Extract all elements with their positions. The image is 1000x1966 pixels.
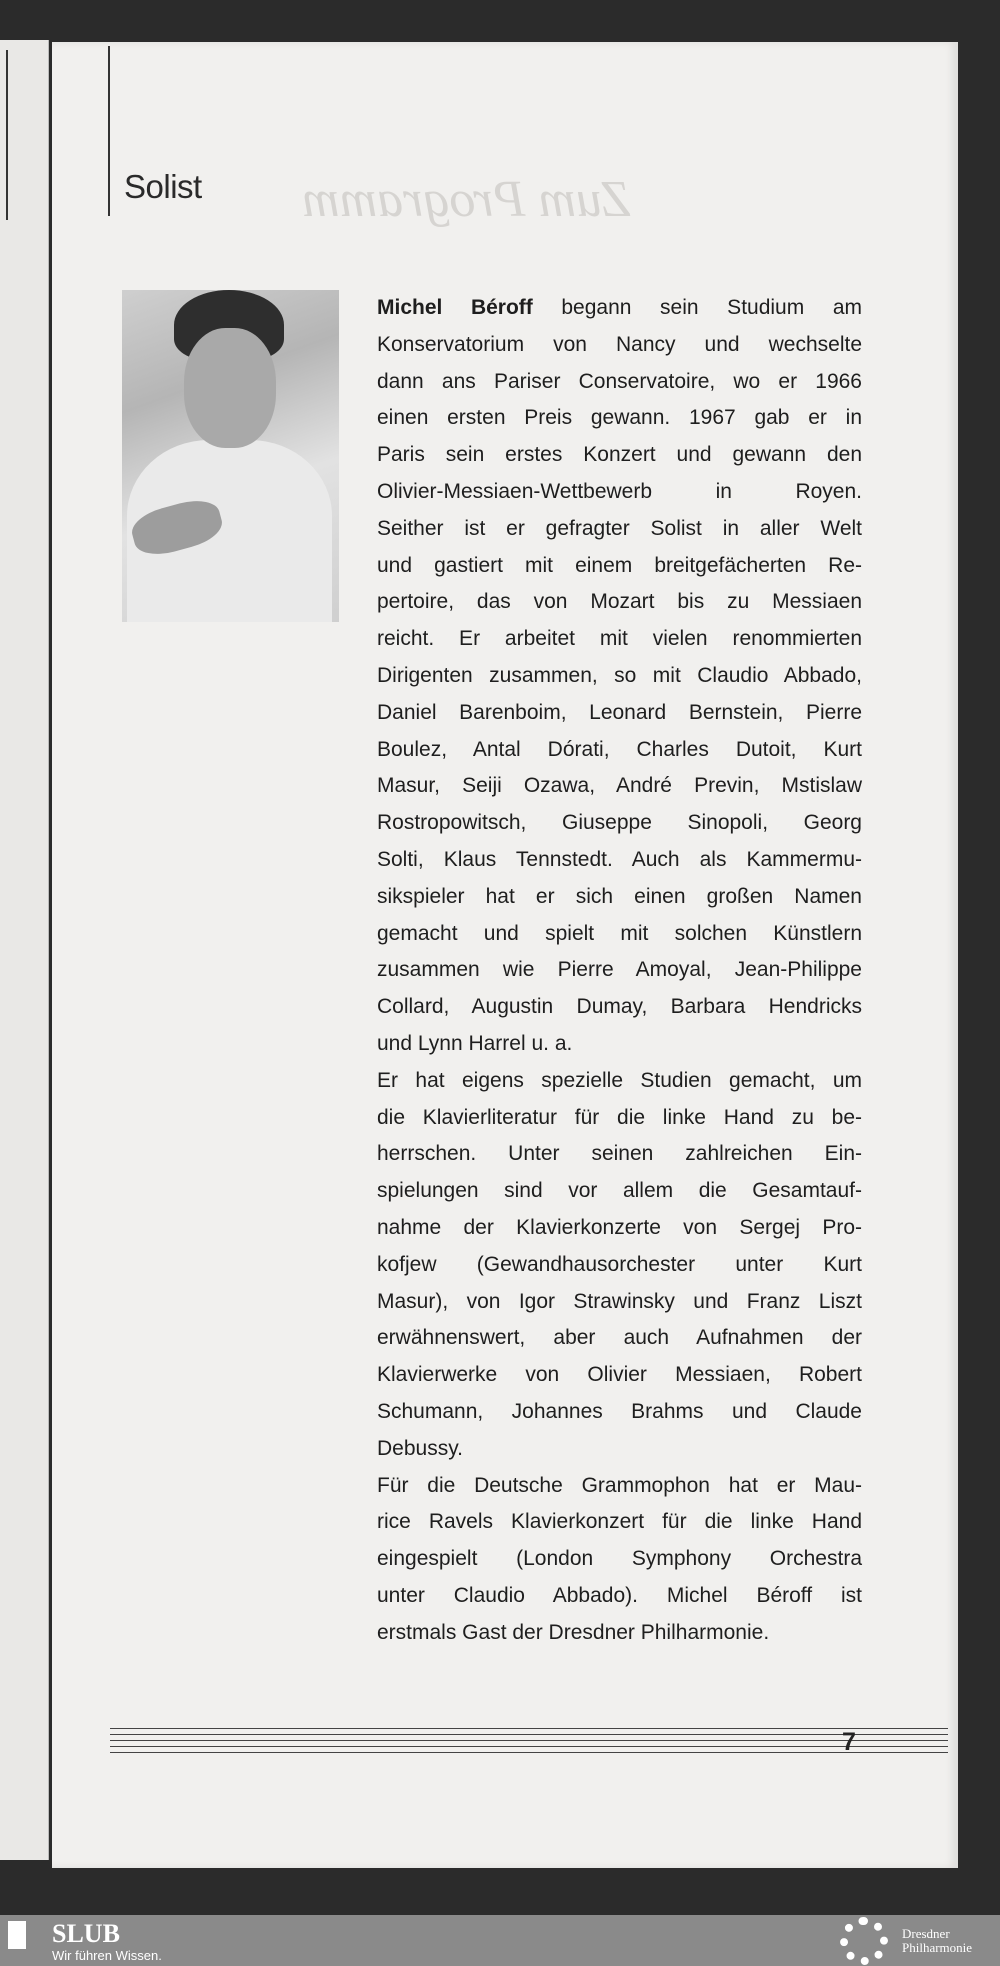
text-line [377, 1284, 862, 1321]
text-line-content: Daniel Barenboim, Leonard Bernstein, Pierre [377, 700, 862, 724]
text-line-content: Paris sein erstes Konzert und gewann den [377, 443, 862, 467]
text-line [377, 842, 862, 879]
text-line-content: unter Claudio Abbado). Michel Béroff ist [377, 1583, 862, 1607]
text-line [377, 1320, 862, 1357]
text-line-content: Solti, Klaus Tennstedt. Auch als Kammermu- [377, 847, 862, 871]
text-line [377, 1210, 862, 1247]
viewer-footer [0, 1915, 1000, 1966]
text-line-content: Masur, Seiji Ozawa, André Previn, Mstislaw [377, 774, 862, 798]
staff-lines-divider [110, 1728, 948, 1758]
text-line-content: Für die Deutsche Grammophon hat er Mau- [377, 1473, 862, 1497]
text-line-content: sikspieler hat er sich einen großen Namen [377, 884, 862, 908]
text-line-content: Schumann, Johannes Brahms und Claude [377, 1399, 862, 1423]
text-line [377, 1063, 862, 1100]
text-line [377, 952, 862, 989]
text-line [377, 989, 862, 1026]
text-line-content: die Klavierliteratur für die linke Hand zu be- [377, 1105, 862, 1129]
text-line-content: Debussy. [377, 1436, 463, 1460]
page-rule [6, 50, 8, 220]
logo-line: Philharmonie [902, 1940, 973, 1955]
text-line-content: Konservatorium von Nancy und wechselte [377, 332, 862, 356]
text-line [377, 290, 862, 327]
slub-logo[interactable]: SLUB [52, 1919, 120, 1948]
text-line [377, 1615, 862, 1652]
text-line-content: gemacht und spielt mit solchen Künstlern [377, 921, 862, 945]
philharmonie-logo[interactable] [902, 1927, 972, 1955]
text-line [377, 400, 862, 437]
text-line [377, 658, 862, 695]
text-line-content: Dirigenten zusammen, so mit Claudio Abbado, [377, 663, 862, 687]
text-line [377, 1541, 862, 1578]
text-line-content: eingespielt (London Symphony Orchestra [377, 1547, 862, 1571]
header-rule [108, 46, 110, 216]
text-line-content: dann ans Pariser Conservatoire, wo er 1966 [377, 369, 862, 393]
text-line-content: Olivier-Messiaen-Wettbewerb in Royen. [377, 479, 862, 503]
text-line-content: Masur), von Igor Strawinsky und Franz Liszt [377, 1289, 862, 1313]
soloist-name: Michel Béroff [377, 296, 533, 319]
previous-page-edge [0, 40, 49, 1860]
text-line-content: erwähnenswert, aber auch Aufnahmen der [377, 1326, 862, 1350]
text-line-content: Collard, Augustin Dumay, Barbara Hendricks [377, 995, 862, 1019]
text-line-content: und Lynn Harrel u. a. [377, 1031, 573, 1055]
text-line [377, 768, 862, 805]
text-line-content: Er hat eigens spezielle Studien gemacht, um [377, 1068, 862, 1092]
document-page [52, 42, 958, 1868]
text-line [377, 879, 862, 916]
page-number: 7 [842, 1728, 856, 1756]
text-line [377, 548, 862, 585]
text-line [377, 1504, 862, 1541]
text-line [377, 364, 862, 401]
text-line-content: kofjew (Gewandhausorchester unter Kurt [377, 1252, 862, 1276]
text-line [377, 1468, 862, 1505]
text-line-content: Klavierwerke von Olivier Messiaen, Robert [377, 1363, 862, 1387]
text-line-content: und gastiert mit einem breitgefächerten Re- [377, 553, 862, 577]
philharmonie-emblem-icon [840, 1917, 888, 1965]
text-line-content: erstmals Gast der Dresdner Philharmonie. [377, 1620, 770, 1644]
text-line-content: spielungen sind vor allem die Gesamtauf- [377, 1179, 862, 1203]
text-line-content: rice Ravels Klavierkonzert für die linke Hand [377, 1510, 862, 1534]
text-line [377, 695, 862, 732]
text-line [377, 1247, 862, 1284]
text-line-content: herrschen. Unter seinen zahlreichen Ein- [377, 1142, 862, 1166]
text-line [377, 805, 862, 842]
text-line-content: reicht. Er arbeitet mit vielen renommierten [377, 627, 862, 651]
page-title: Solist [124, 168, 202, 205]
text-line [377, 511, 862, 548]
text-line [377, 437, 862, 474]
text-line [377, 584, 862, 621]
text-line [377, 1026, 862, 1063]
text-line-content: einen ersten Preis gewann. 1967 gab er in [377, 406, 862, 430]
text-line [377, 1357, 862, 1394]
text-line [377, 474, 862, 511]
text-line [377, 732, 862, 769]
text-line [377, 1431, 862, 1468]
text-line [377, 1173, 862, 1210]
slub-book-icon [8, 1921, 26, 1949]
text-line [377, 327, 862, 364]
bleed-through-heading: Zum Programm [302, 171, 631, 228]
text-line [377, 1136, 862, 1173]
text-line-content: nahme der Klavierkonzerte von Sergej Pro- [377, 1215, 862, 1239]
text-line [377, 1578, 862, 1615]
text-line-content: begann sein Studium am [532, 296, 862, 319]
logo-line: Dresdner [902, 1926, 950, 1941]
text-line-content: pertoire, das von Mozart bis zu Messiaen [377, 590, 862, 614]
text-line-content: Rostropowitsch, Giuseppe Sinopoli, Georg [377, 811, 862, 835]
text-line [377, 1100, 862, 1137]
soloist-photo [122, 290, 339, 622]
text-line [377, 1394, 862, 1431]
biography-text [377, 290, 862, 1651]
slub-tagline: Wir führen Wissen. [52, 1948, 162, 1963]
text-line [377, 621, 862, 658]
text-line [377, 916, 862, 953]
text-line-content: Boulez, Antal Dórati, Charles Dutoit, Kurt [377, 737, 862, 761]
text-line-content: zusammen wie Pierre Amoyal, Jean-Philippe [377, 958, 862, 982]
text-line-content: Seither ist er gefragter Solist in aller Welt [377, 516, 862, 540]
